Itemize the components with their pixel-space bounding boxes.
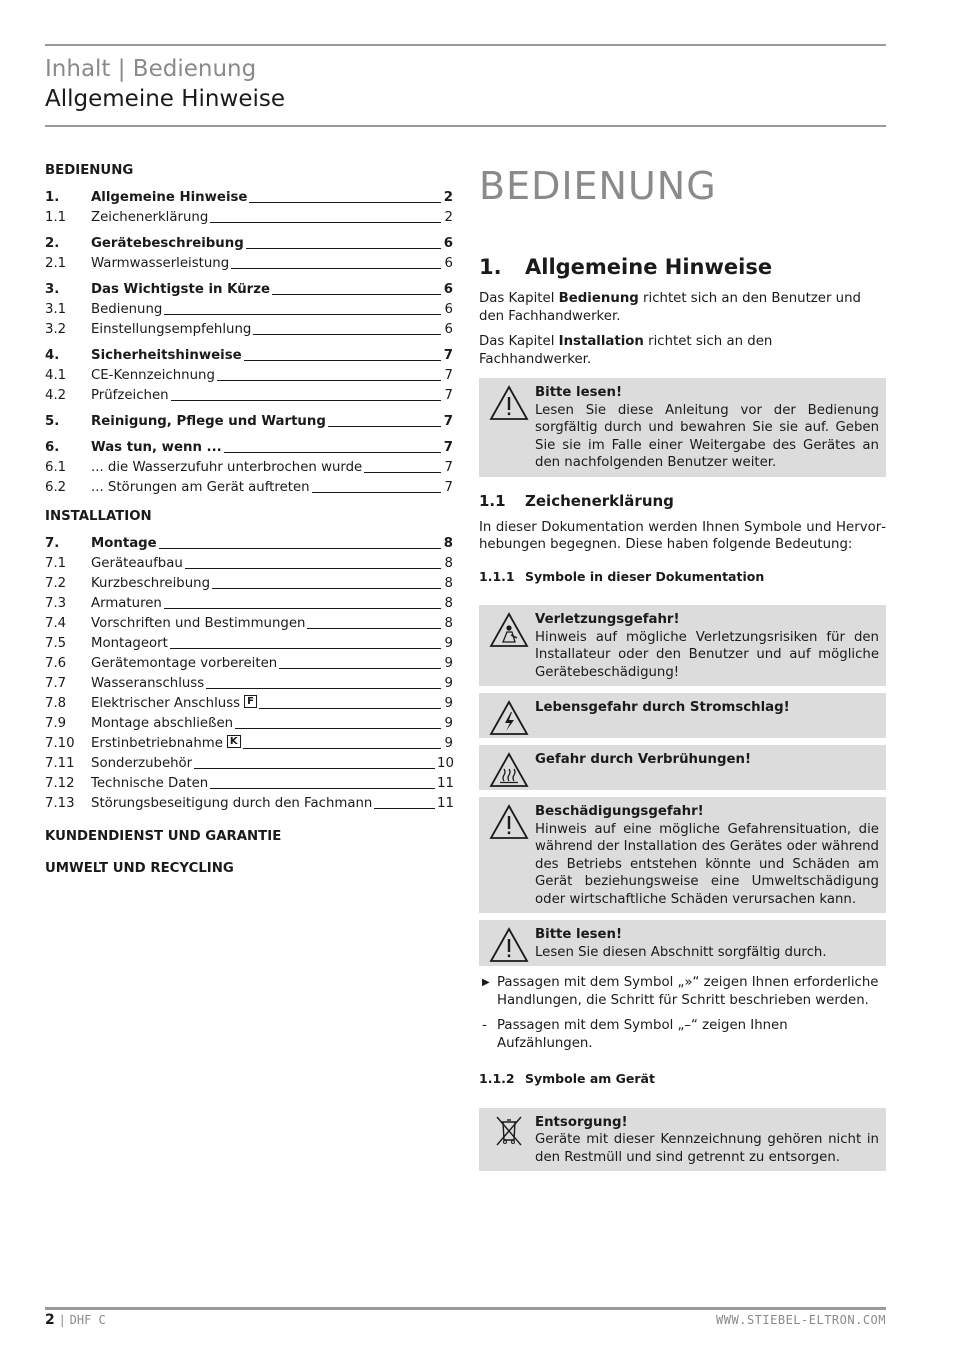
toc-entry[interactable] bbox=[45, 438, 453, 458]
notice-body: Lesen Sie diese Anleitung vor der Bedienung sorgfältig durch und bewahren Sie sie auf. Geben Sie sie im Falle einer Weitergabe des Gerätes an den nachfolgenden Benutzer weiter. bbox=[535, 402, 879, 470]
toc-entry-number: 7.10 bbox=[45, 736, 75, 751]
notice-verletzungsgefahr bbox=[479, 605, 886, 686]
toc-leader-line bbox=[231, 268, 441, 269]
text-run: richtet sich an den Benutzer und den Fachhandwerker. bbox=[479, 291, 861, 324]
toc-entry-number: 2.1 bbox=[45, 256, 67, 271]
toc-leader-line bbox=[364, 472, 441, 473]
toc-entry-title-text: ... Störungen am Gerät auftreten bbox=[91, 480, 310, 495]
toc-entry-title-text: Elektrischer Anschluss bbox=[91, 696, 241, 711]
section-title: Allgemeine Hinweise bbox=[525, 255, 773, 279]
notice-title: Gefahr durch Verbrühungen! bbox=[535, 752, 752, 767]
toc-entry-number: 2. bbox=[45, 236, 60, 251]
toc-leader-line bbox=[159, 548, 441, 549]
toc-entry[interactable] bbox=[45, 300, 453, 320]
toc-leader-line bbox=[212, 588, 441, 589]
toc-entry[interactable] bbox=[45, 714, 453, 734]
toc-leader-line bbox=[374, 808, 435, 809]
toc-entry-page: 9 bbox=[444, 636, 453, 651]
toc-entry-page: 2 bbox=[443, 190, 453, 205]
toc-entry-title bbox=[91, 438, 222, 458]
toc-entry-title-text: Vorschriften und Bestimmungen bbox=[91, 616, 306, 631]
toc-entry-title-text: Armaturen bbox=[91, 596, 162, 611]
toc-leader-line bbox=[171, 400, 441, 401]
symbol-list bbox=[479, 974, 886, 1052]
toc-entry-title-text: Wasseranschluss bbox=[91, 676, 205, 691]
toc-entry[interactable] bbox=[45, 554, 453, 574]
page-footer bbox=[45, 1312, 886, 1330]
toc-entry-title-text: Allgemeine Hinweise bbox=[91, 190, 248, 205]
toc-entry-page: 10 bbox=[437, 756, 454, 771]
toc-entry[interactable] bbox=[45, 634, 453, 654]
toc-entry-title-text: Geräteaufbau bbox=[91, 556, 183, 571]
toc-leader-line bbox=[170, 648, 441, 649]
toc-entry-page: 2 bbox=[444, 210, 453, 225]
toc-entry-page: 7 bbox=[444, 368, 453, 383]
toc-entry-title-text: Einstellungsempfehlung bbox=[91, 322, 252, 337]
notice-title: Bitte lesen! bbox=[535, 385, 623, 400]
notice-bitte-lesen-2 bbox=[479, 920, 886, 966]
toc-leader-line bbox=[185, 568, 441, 569]
toc-entry-page: 9 bbox=[444, 676, 453, 691]
subsection-heading bbox=[479, 491, 886, 511]
toc-entry-page: 6 bbox=[444, 256, 453, 271]
notice-beschaedigung bbox=[479, 797, 886, 913]
scald-hazard-icon bbox=[489, 751, 529, 789]
toc-section-kundendienst[interactable]: KUNDENDIENST UND GARANTIE bbox=[45, 829, 282, 844]
crossed-bin-icon bbox=[489, 1114, 529, 1152]
toc-entry-title bbox=[91, 614, 305, 634]
toc-entry[interactable] bbox=[45, 654, 453, 674]
toc-entry-title bbox=[91, 654, 277, 674]
toc-entry-number: 4.2 bbox=[45, 388, 67, 403]
toc-entry[interactable] bbox=[45, 280, 453, 300]
toc-entry[interactable] bbox=[45, 794, 453, 814]
toc-entry-title-text: Warmwasserleistung bbox=[91, 256, 230, 271]
toc-entry-title-text: Was tun, wenn ... bbox=[91, 440, 222, 455]
toc-entry-title-text: Reinigung, Pflege und Wartung bbox=[91, 414, 326, 429]
notice-title: Bitte lesen! bbox=[535, 927, 623, 942]
toc-entry[interactable] bbox=[45, 754, 453, 774]
subsubsection-heading bbox=[479, 568, 886, 586]
toc-entry[interactable] bbox=[45, 478, 453, 498]
toc-entry-number: 7.7 bbox=[45, 676, 67, 691]
subsubsection-number: 1.1.1 bbox=[479, 568, 515, 584]
toc-entry-number: 1.1 bbox=[45, 210, 67, 225]
toc-entry[interactable] bbox=[45, 254, 453, 274]
toc-entry[interactable] bbox=[45, 694, 453, 714]
toc-entry-page: 8 bbox=[444, 596, 453, 611]
list-item-text: Passagen mit dem Symbol „»“ zeigen Ihnen erforderliche Handlungen, die Schritt für Schritt beschrieben werden. bbox=[497, 975, 879, 1008]
toc-entry-number: 7.13 bbox=[45, 796, 75, 811]
toc-leader-line bbox=[217, 380, 441, 381]
toc-entry-title bbox=[91, 594, 162, 614]
toc-entry-page: 8 bbox=[444, 556, 453, 571]
toc-list-installation bbox=[45, 534, 453, 814]
toc-entry-page: 7 bbox=[444, 388, 453, 403]
toc-entry-page: 11 bbox=[437, 776, 454, 791]
table-of-contents bbox=[45, 162, 453, 878]
toc-section-installation[interactable]: INSTALLATION bbox=[45, 509, 152, 524]
toc-entry-title-text: Gerätebeschreibung bbox=[91, 236, 244, 251]
intro-paragraph-1 bbox=[479, 290, 886, 325]
bold-text: Bedienung bbox=[558, 291, 639, 306]
toc-entry-title bbox=[91, 386, 169, 406]
toc-leader-line bbox=[307, 628, 441, 629]
toc-entry-page: 8 bbox=[444, 616, 453, 631]
toc-entry-page: 7 bbox=[444, 460, 453, 475]
toc-entry[interactable] bbox=[45, 734, 453, 754]
toc-entry-number: 7.11 bbox=[45, 756, 75, 771]
toc-entry-title-text: CE-Kennzeichnung bbox=[91, 368, 215, 383]
toc-entry-page: 8 bbox=[443, 536, 453, 551]
toc-entry-number: 7.2 bbox=[45, 576, 67, 591]
toc-entry-title-text: Sicherheitshinweise bbox=[91, 348, 242, 363]
toc-entry-title bbox=[91, 574, 210, 594]
toc-leader-line bbox=[235, 728, 441, 729]
toc-entry-title-text: Kurzbeschreibung bbox=[91, 576, 211, 591]
list-item-text: Passagen mit dem Symbol „–“ zeigen Ihnen Aufzählungen. bbox=[497, 1018, 788, 1051]
footer-page-number: 2 bbox=[45, 1312, 55, 1328]
toc-leader-line bbox=[279, 668, 441, 669]
toc-entry-title-text: Bedienung bbox=[91, 302, 163, 317]
toc-entry-number: 3.2 bbox=[45, 322, 67, 337]
toc-entry-title bbox=[91, 534, 157, 554]
toc-entry-number: 6.2 bbox=[45, 480, 67, 495]
notice-body: Hinweis auf eine mögliche Gefahrensituation, die während der Installation des Gerätes oder während des Betriebs entstehen könnte und Schäden am Gerät beziehungsweise eine Umweltschädigung oder wirtschaftliche Schäden verursachen kann. bbox=[535, 821, 879, 907]
toc-entry-title bbox=[91, 714, 233, 734]
toc-entry[interactable] bbox=[45, 594, 453, 614]
toc-entry[interactable] bbox=[45, 234, 453, 254]
list-item bbox=[479, 974, 886, 1009]
header-top-rule bbox=[45, 44, 886, 46]
symbols-intro-paragraph: In dieser Dokumentation werden Ihnen Symbole und Hervorhebungen begegnen. Diese haben folgende Bedeutung: bbox=[479, 519, 886, 552]
notice-body: Geräte mit dieser Kennzeichnung gehören nicht in den Restmüll und sind getrennt zu entsorgen. bbox=[535, 1132, 879, 1165]
toc-entry-title bbox=[91, 694, 257, 714]
header-title: Allgemeine Hinweise bbox=[45, 86, 285, 112]
notice-body: Hinweis auf mögliche Verletzungsrisiken für den Installateur oder den Benutzer und auf mögliche Gerätebeschädigung! bbox=[535, 629, 879, 680]
toc-leader-line bbox=[328, 426, 441, 427]
toc-entry-title-text: Gerätemontage vorbereiten bbox=[91, 656, 278, 671]
toc-entry-number: 7.6 bbox=[45, 656, 67, 671]
toc-entry-title-text: Sonderzubehör bbox=[91, 756, 193, 771]
toc-entry-page: 8 bbox=[444, 576, 453, 591]
toc-entry-number: 4. bbox=[45, 348, 60, 363]
toc-entry-page: 6 bbox=[444, 302, 453, 317]
toc-leader-line bbox=[224, 452, 441, 453]
toc-entry-title bbox=[91, 280, 270, 300]
toc-entry[interactable] bbox=[45, 366, 453, 386]
toc-leader-line bbox=[272, 294, 441, 295]
toc-entry-title bbox=[91, 634, 168, 654]
toc-entry-page: 6 bbox=[443, 236, 453, 251]
toc-entry-title bbox=[91, 254, 229, 274]
toc-entry-title bbox=[91, 554, 183, 574]
footer-separator: | bbox=[58, 1313, 66, 1327]
notice-stromschlag bbox=[479, 693, 886, 738]
electric-shock-icon bbox=[489, 699, 529, 737]
main-content bbox=[479, 150, 886, 1178]
header-breadcrumb: Inhalt | Bedienung bbox=[45, 56, 257, 82]
toc-entry-number: 7.3 bbox=[45, 596, 67, 611]
toc-entry[interactable] bbox=[45, 774, 453, 794]
toc-entry-title bbox=[91, 458, 362, 478]
toc-entry[interactable] bbox=[45, 674, 453, 694]
toc-entry-title-text: Erstinbetriebnahme bbox=[91, 736, 223, 751]
toc-entry-title-text: Montage abschließen bbox=[91, 716, 234, 731]
toc-entry-title-text: Technische Daten bbox=[91, 776, 209, 791]
toc-entry-title bbox=[91, 188, 247, 208]
toc-entry[interactable] bbox=[45, 386, 453, 406]
subsubsection-heading bbox=[479, 1070, 886, 1088]
subsubsection-number: 1.1.2 bbox=[479, 1071, 515, 1086]
toc-leader-line bbox=[243, 748, 441, 749]
list-item bbox=[479, 1017, 886, 1052]
subsection-number: 1.1 bbox=[479, 491, 506, 510]
toc-entry[interactable] bbox=[45, 534, 453, 554]
toc-entry-number: 7.5 bbox=[45, 636, 67, 651]
toc-entry-page: 7 bbox=[443, 440, 453, 455]
toc-entry-page: 9 bbox=[444, 716, 453, 731]
notice-body: Lesen Sie diesen Abschnitt sorgfältig durch. bbox=[535, 944, 827, 960]
toc-leader-line bbox=[244, 360, 441, 361]
toc-entry-title bbox=[91, 478, 310, 498]
toc-entry-title-text: Das Wichtigste in Kürze bbox=[91, 282, 270, 297]
toc-entry-number: 3.1 bbox=[45, 302, 67, 317]
toc-leader-line bbox=[164, 608, 441, 609]
warning-triangle-icon bbox=[489, 384, 529, 422]
toc-entry-page: 11 bbox=[437, 796, 454, 811]
text-run: Das Kapitel bbox=[479, 334, 559, 349]
text-run: Das Kapitel bbox=[479, 291, 559, 306]
toc-entry-title-text: Prüfzeichen bbox=[91, 388, 169, 403]
toc-entry-page: 9 bbox=[444, 696, 453, 711]
notice-title: Verletzungsgefahr! bbox=[535, 612, 680, 627]
toc-entry-title bbox=[91, 734, 241, 754]
toc-leader-line bbox=[206, 688, 441, 689]
intro-paragraph-2 bbox=[479, 333, 886, 368]
toc-list-bedienung bbox=[45, 188, 453, 498]
footer-model: DHF C bbox=[69, 1313, 106, 1327]
toc-entry-number: 3. bbox=[45, 282, 60, 297]
toc-entry-title bbox=[91, 320, 251, 340]
toc-entry-number: 7.12 bbox=[45, 776, 75, 791]
toc-leader-line bbox=[246, 248, 441, 249]
footer-url[interactable]: WWW.STIEBEL-ELTRON.COM bbox=[716, 1313, 886, 1327]
toc-entry-number: 7.8 bbox=[45, 696, 67, 711]
toc-entry-number: 7. bbox=[45, 536, 60, 551]
toc-entry-title bbox=[91, 412, 326, 432]
toc-entry-title bbox=[91, 794, 372, 814]
toc-entry-title-text: Montageort bbox=[91, 636, 168, 651]
toc-entry-number: 7.4 bbox=[45, 616, 67, 631]
section-heading bbox=[479, 254, 886, 280]
footer-rule bbox=[45, 1307, 886, 1310]
toc-leader-line bbox=[249, 202, 441, 203]
toc-entry-number: 1. bbox=[45, 190, 60, 205]
boxed-letter-icon: K bbox=[227, 735, 241, 748]
toc-entry[interactable] bbox=[45, 320, 453, 340]
toc-entry-title-text: Montage bbox=[91, 536, 157, 551]
dash-icon: - bbox=[482, 1018, 487, 1033]
toc-leader-line bbox=[259, 708, 441, 709]
subsubsection-title: Symbole am Gerät bbox=[525, 1071, 655, 1086]
page-header bbox=[45, 54, 285, 114]
toc-leader-line bbox=[210, 222, 441, 223]
toc-entry-number: 7.1 bbox=[45, 556, 67, 571]
notice-entsorgung bbox=[479, 1108, 886, 1172]
toc-entry-title-text: Störungsbeseitigung durch den Fachmann bbox=[91, 796, 373, 811]
notice-title: Beschädigungsgefahr! bbox=[535, 804, 704, 819]
toc-entry[interactable] bbox=[45, 208, 453, 228]
notice-title: Lebensgefahr durch Stromschlag! bbox=[535, 700, 790, 715]
toc-entry-page: 7 bbox=[443, 414, 453, 429]
bold-text: Installation bbox=[558, 334, 644, 349]
toc-entry-title bbox=[91, 366, 215, 386]
toc-entry-title bbox=[91, 208, 208, 228]
toc-entry-page: 7 bbox=[443, 348, 453, 363]
toc-entry-number: 6. bbox=[45, 440, 60, 455]
toc-entry-page: 9 bbox=[444, 736, 453, 751]
toc-entry-number: 5. bbox=[45, 414, 60, 429]
toc-entry-number: 4.1 bbox=[45, 368, 67, 383]
toc-leader-line bbox=[210, 788, 435, 789]
toc-entry-title-text: Zeichenerklärung bbox=[91, 210, 209, 225]
toc-leader-line bbox=[194, 768, 435, 769]
injury-hazard-icon bbox=[489, 611, 529, 649]
toc-entry[interactable] bbox=[45, 458, 453, 478]
toc-entry[interactable] bbox=[45, 614, 453, 634]
toc-section-umwelt[interactable]: UMWELT UND RECYCLING bbox=[45, 861, 234, 876]
toc-entry-title bbox=[91, 674, 204, 694]
boxed-letter-icon: F bbox=[244, 695, 257, 708]
toc-entry-title bbox=[91, 234, 244, 254]
toc-entry-title-text: ... die Wasserzufuhr unterbrochen wurde bbox=[91, 460, 363, 475]
toc-entry-number: 7.9 bbox=[45, 716, 67, 731]
section-number: 1. bbox=[479, 255, 502, 279]
toc-leader-line bbox=[312, 492, 441, 493]
toc-entry-page: 6 bbox=[444, 322, 453, 337]
header-bottom-rule bbox=[45, 125, 886, 127]
action-arrow-icon: ▶ bbox=[482, 977, 490, 988]
notice-bitte-lesen bbox=[479, 378, 886, 477]
toc-entry[interactable] bbox=[45, 346, 453, 366]
toc-entry[interactable] bbox=[45, 574, 453, 594]
chapter-title: BEDIENUNG bbox=[479, 164, 717, 208]
toc-entry[interactable] bbox=[45, 188, 453, 208]
toc-leader-line bbox=[253, 334, 441, 335]
toc-entry-title bbox=[91, 754, 192, 774]
toc-entry-title bbox=[91, 300, 162, 320]
toc-entry[interactable] bbox=[45, 412, 453, 432]
warning-triangle-icon bbox=[489, 803, 529, 841]
subsubsection-title: Symbole in dieser Dokumentation bbox=[525, 568, 765, 584]
toc-entry-number: 6.1 bbox=[45, 460, 67, 475]
toc-entry-title bbox=[91, 774, 208, 794]
toc-section-bedienung[interactable]: BEDIENUNG bbox=[45, 163, 134, 178]
subsection-title: Zeichenerklärung bbox=[525, 491, 674, 510]
toc-leader-line bbox=[164, 314, 441, 315]
toc-entry-page: 7 bbox=[444, 480, 453, 495]
notice-verbruehungen bbox=[479, 745, 886, 790]
toc-entry-page: 9 bbox=[444, 656, 453, 671]
warning-triangle-icon bbox=[489, 926, 529, 964]
text-run: richtet sich an den Fachhandwerker. bbox=[479, 334, 773, 367]
toc-entry-title bbox=[91, 346, 242, 366]
notice-title: Entsorgung! bbox=[535, 1114, 628, 1130]
toc-entry-page: 6 bbox=[443, 282, 453, 297]
